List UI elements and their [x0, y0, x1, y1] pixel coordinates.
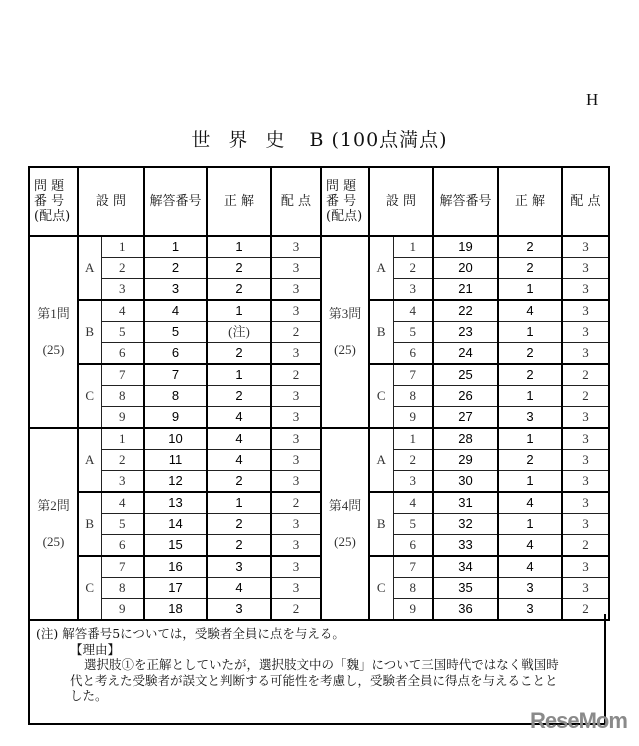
points-value: 3 — [562, 556, 609, 578]
points-value: 3 — [271, 514, 321, 535]
part-label: A — [369, 428, 393, 492]
sub-question-no: 4 — [393, 492, 433, 514]
answer-number: 25 — [433, 364, 498, 386]
points-value: 3 — [271, 535, 321, 557]
answer-number: 14 — [144, 514, 207, 535]
part-label: C — [369, 556, 393, 620]
sub-question-no: 2 — [101, 258, 144, 279]
header-question-no-line3: (配点) — [326, 209, 363, 224]
header-sub-question-right: 設 問 — [369, 167, 433, 236]
header-sub-question: 設 問 — [78, 167, 144, 236]
table-row — [29, 322, 609, 343]
points-value: 3 — [271, 386, 321, 407]
answer-number: 18 — [144, 599, 207, 621]
table-row — [29, 535, 609, 557]
sub-question-no: 9 — [393, 407, 433, 429]
note-box — [28, 614, 606, 725]
table-row — [29, 450, 609, 471]
answer-table — [28, 166, 610, 621]
correct-answer: 3 — [498, 578, 562, 599]
points-value: 2 — [562, 599, 609, 621]
answer-number: 34 — [433, 556, 498, 578]
sub-question-no: 3 — [393, 279, 433, 301]
points-value: 3 — [562, 300, 609, 322]
correct-answer: 2 — [207, 258, 271, 279]
section-score: (25) — [334, 534, 356, 549]
answer-number: 17 — [144, 578, 207, 599]
answer-number: 31 — [433, 492, 498, 514]
answer-number: 20 — [433, 258, 498, 279]
answer-number: 35 — [433, 578, 498, 599]
answer-number: 5 — [144, 322, 207, 343]
points-value: 3 — [562, 279, 609, 301]
correct-answer: 1 — [207, 300, 271, 322]
sub-question-no: 5 — [101, 514, 144, 535]
sub-question-no: 9 — [393, 599, 433, 621]
correct-answer: 2 — [498, 236, 562, 258]
points-value: 3 — [271, 450, 321, 471]
correct-answer: 4 — [207, 578, 271, 599]
correct-answer: 1 — [498, 471, 562, 493]
points-value: 2 — [562, 535, 609, 557]
correct-answer: 2 — [498, 343, 562, 365]
answer-number: 6 — [144, 343, 207, 365]
answer-number: 4 — [144, 300, 207, 322]
points-value: 2 — [562, 386, 609, 407]
answer-number: 19 — [433, 236, 498, 258]
correct-answer: 2 — [207, 471, 271, 493]
points-value: 3 — [271, 471, 321, 493]
sub-question-no: 6 — [101, 535, 144, 557]
note-line: (注) 解答番号5については，受験者全員に点を与える。 — [36, 626, 345, 641]
points-value: 3 — [271, 279, 321, 301]
correct-answer: 3 — [498, 407, 562, 429]
sub-question-no: 2 — [101, 450, 144, 471]
points-value: 3 — [271, 407, 321, 429]
correct-answer: 1 — [498, 322, 562, 343]
correct-answer: 2 — [207, 514, 271, 535]
correct-answer: (注) — [207, 322, 271, 343]
section-label-cell — [321, 428, 369, 620]
points-value: 2 — [271, 492, 321, 514]
answer-number: 12 — [144, 471, 207, 493]
header-question-no-line3: (配点) — [34, 209, 71, 224]
answer-number: 10 — [144, 428, 207, 450]
reason-line-2: 代と考えた受験者が誤文と判断する可能性を考慮し，受験者全員に得点を与えることと — [70, 672, 558, 688]
header-question-no-line1: 問 題 — [326, 179, 357, 194]
points-value: 3 — [562, 578, 609, 599]
points-value: 3 — [271, 428, 321, 450]
correct-answer: 4 — [498, 556, 562, 578]
sub-question-no: 7 — [393, 556, 433, 578]
answer-number: 22 — [433, 300, 498, 322]
table-row — [29, 471, 609, 493]
section-score: (25) — [42, 342, 65, 357]
answer-number: 3 — [144, 279, 207, 301]
answer-number: 23 — [433, 322, 498, 343]
points-value: 3 — [562, 236, 609, 258]
table-row — [29, 258, 609, 279]
answer-number: 15 — [144, 535, 207, 557]
table-row — [29, 556, 609, 578]
table-row — [29, 236, 609, 258]
part-label: A — [78, 428, 101, 492]
sub-question-no: 4 — [393, 300, 433, 322]
table-row — [29, 300, 609, 322]
sub-question-no: 1 — [393, 428, 433, 450]
correct-answer: 1 — [498, 386, 562, 407]
points-value: 2 — [562, 364, 609, 386]
sub-question-no: 5 — [393, 514, 433, 535]
section-label: 第4問 — [328, 498, 362, 513]
table-row — [29, 279, 609, 301]
correct-answer: 1 — [498, 279, 562, 301]
header-question-no-line2: 番 号 — [34, 194, 65, 209]
correct-answer: 4 — [498, 535, 562, 557]
sub-question-no: 8 — [393, 578, 433, 599]
points-value: 2 — [271, 599, 321, 621]
part-label: B — [78, 300, 101, 364]
subject-name: 世界史 — [191, 129, 303, 151]
correct-answer: 1 — [207, 492, 271, 514]
correct-answer: 4 — [207, 450, 271, 471]
points-value: 3 — [271, 578, 321, 599]
points-value: 3 — [562, 322, 609, 343]
sub-question-no: 2 — [393, 258, 433, 279]
section-label-cell — [29, 428, 78, 620]
correct-answer: 2 — [498, 450, 562, 471]
sub-question-no: 3 — [101, 279, 144, 301]
sub-question-no: 8 — [393, 386, 433, 407]
section-label-cell — [29, 236, 78, 428]
part-label: B — [369, 300, 393, 364]
part-label: B — [78, 492, 101, 556]
reason-heading: 【理由】 — [70, 641, 121, 657]
points-value: 3 — [271, 343, 321, 365]
sub-question-no: 3 — [393, 471, 433, 493]
section-label-cell — [321, 236, 369, 428]
page-code: H — [586, 90, 599, 109]
header-row — [29, 167, 609, 236]
sub-question-no: 2 — [393, 450, 433, 471]
table-row — [29, 407, 609, 429]
sub-question-no: 8 — [101, 578, 144, 599]
points-value: 3 — [562, 428, 609, 450]
header-question-no — [29, 167, 78, 236]
answer-number: 1 — [144, 236, 207, 258]
header-answer-no-right: 解答番号 — [433, 167, 498, 236]
points-value: 3 — [562, 450, 609, 471]
reason-line-1: 選択肢①を正解としていたが，選択肢文中の「魏」について三国時代ではなく戦国時 — [84, 657, 559, 672]
sub-question-no: 4 — [101, 300, 144, 322]
sub-question-no: 5 — [393, 322, 433, 343]
sub-question-no: 7 — [101, 364, 144, 386]
correct-answer: 2 — [207, 343, 271, 365]
header-correct: 正 解 — [207, 167, 271, 236]
sub-question-no: 8 — [101, 386, 144, 407]
sub-question-no: 4 — [101, 492, 144, 514]
sub-question-no: 3 — [101, 471, 144, 493]
header-points: 配 点 — [271, 167, 321, 236]
table-row — [29, 428, 609, 450]
answer-number: 29 — [433, 450, 498, 471]
answer-number: 2 — [144, 258, 207, 279]
sub-question-no: 1 — [101, 428, 144, 450]
correct-answer: 3 — [207, 599, 271, 621]
points-value: 3 — [271, 556, 321, 578]
sub-question-no: 9 — [101, 599, 144, 621]
points-value: 3 — [562, 492, 609, 514]
correct-answer: 4 — [498, 300, 562, 322]
table-row — [29, 386, 609, 407]
correct-answer: 2 — [207, 279, 271, 301]
answer-number: 8 — [144, 386, 207, 407]
answer-number: 7 — [144, 364, 207, 386]
sub-question-no: 1 — [101, 236, 144, 258]
answer-number: 27 — [433, 407, 498, 429]
answer-table-body — [29, 236, 609, 620]
total-points: (100点満点) — [331, 129, 448, 151]
section-label: 第1問 — [37, 306, 70, 321]
correct-answer: 4 — [207, 428, 271, 450]
sub-question-no: 5 — [101, 322, 144, 343]
answer-number: 28 — [433, 428, 498, 450]
sub-question-no: 6 — [101, 343, 144, 365]
table-row — [29, 578, 609, 599]
correct-answer: 4 — [498, 492, 562, 514]
answer-number: 9 — [144, 407, 207, 429]
sub-question-no: 9 — [101, 407, 144, 429]
correct-answer: 3 — [498, 599, 562, 621]
section-label: 第2問 — [37, 498, 70, 513]
watermark-logo: ReseMom — [530, 708, 627, 733]
points-value: 2 — [271, 364, 321, 386]
points-value: 3 — [562, 258, 609, 279]
answer-number: 36 — [433, 599, 498, 621]
answer-number: 30 — [433, 471, 498, 493]
sub-question-no: 6 — [393, 535, 433, 557]
points-value: 3 — [562, 514, 609, 535]
part-label: B — [369, 492, 393, 556]
correct-answer: 4 — [207, 407, 271, 429]
header-question-no-right — [321, 167, 369, 236]
correct-answer: 2 — [207, 535, 271, 557]
answer-number: 13 — [144, 492, 207, 514]
points-value: 3 — [271, 236, 321, 258]
answer-number: 16 — [144, 556, 207, 578]
header-correct-right: 正 解 — [498, 167, 562, 236]
table-row — [29, 514, 609, 535]
header-points-right: 配 点 — [562, 167, 609, 236]
part-label: C — [369, 364, 393, 428]
part-label: C — [78, 556, 101, 620]
reason-line-3: した。 — [70, 688, 108, 703]
part-label: C — [78, 364, 101, 428]
correct-answer: 1 — [207, 364, 271, 386]
answer-number: 26 — [433, 386, 498, 407]
part-label: A — [78, 236, 101, 300]
section-score: (25) — [334, 342, 356, 357]
correct-answer: 1 — [498, 428, 562, 450]
correct-answer: 2 — [498, 364, 562, 386]
points-value: 2 — [271, 322, 321, 343]
answer-number: 32 — [433, 514, 498, 535]
subject-level: B — [309, 129, 325, 151]
sub-question-no: 6 — [393, 343, 433, 365]
section-score: (25) — [42, 534, 65, 549]
sub-question-no: 7 — [393, 364, 433, 386]
points-value: 3 — [271, 300, 321, 322]
sub-question-no: 1 — [393, 236, 433, 258]
points-value: 3 — [562, 471, 609, 493]
table-row — [29, 492, 609, 514]
page-title — [0, 125, 639, 152]
table-row — [29, 343, 609, 365]
answer-number: 33 — [433, 535, 498, 557]
correct-answer: 2 — [207, 386, 271, 407]
answer-number: 24 — [433, 343, 498, 365]
header-question-no-line1: 問 題 — [34, 179, 65, 194]
header-question-no-line2: 番 号 — [326, 194, 357, 209]
section-label: 第3問 — [328, 306, 362, 321]
table-row — [29, 364, 609, 386]
points-value: 3 — [271, 258, 321, 279]
points-value: 3 — [562, 407, 609, 429]
header-answer-no: 解答番号 — [144, 167, 207, 236]
part-label: A — [369, 236, 393, 300]
correct-answer: 2 — [498, 258, 562, 279]
correct-answer: 1 — [498, 514, 562, 535]
correct-answer: 1 — [207, 236, 271, 258]
correct-answer: 3 — [207, 556, 271, 578]
sub-question-no: 7 — [101, 556, 144, 578]
points-value: 3 — [562, 343, 609, 365]
answer-number: 11 — [144, 450, 207, 471]
answer-number: 21 — [433, 279, 498, 301]
